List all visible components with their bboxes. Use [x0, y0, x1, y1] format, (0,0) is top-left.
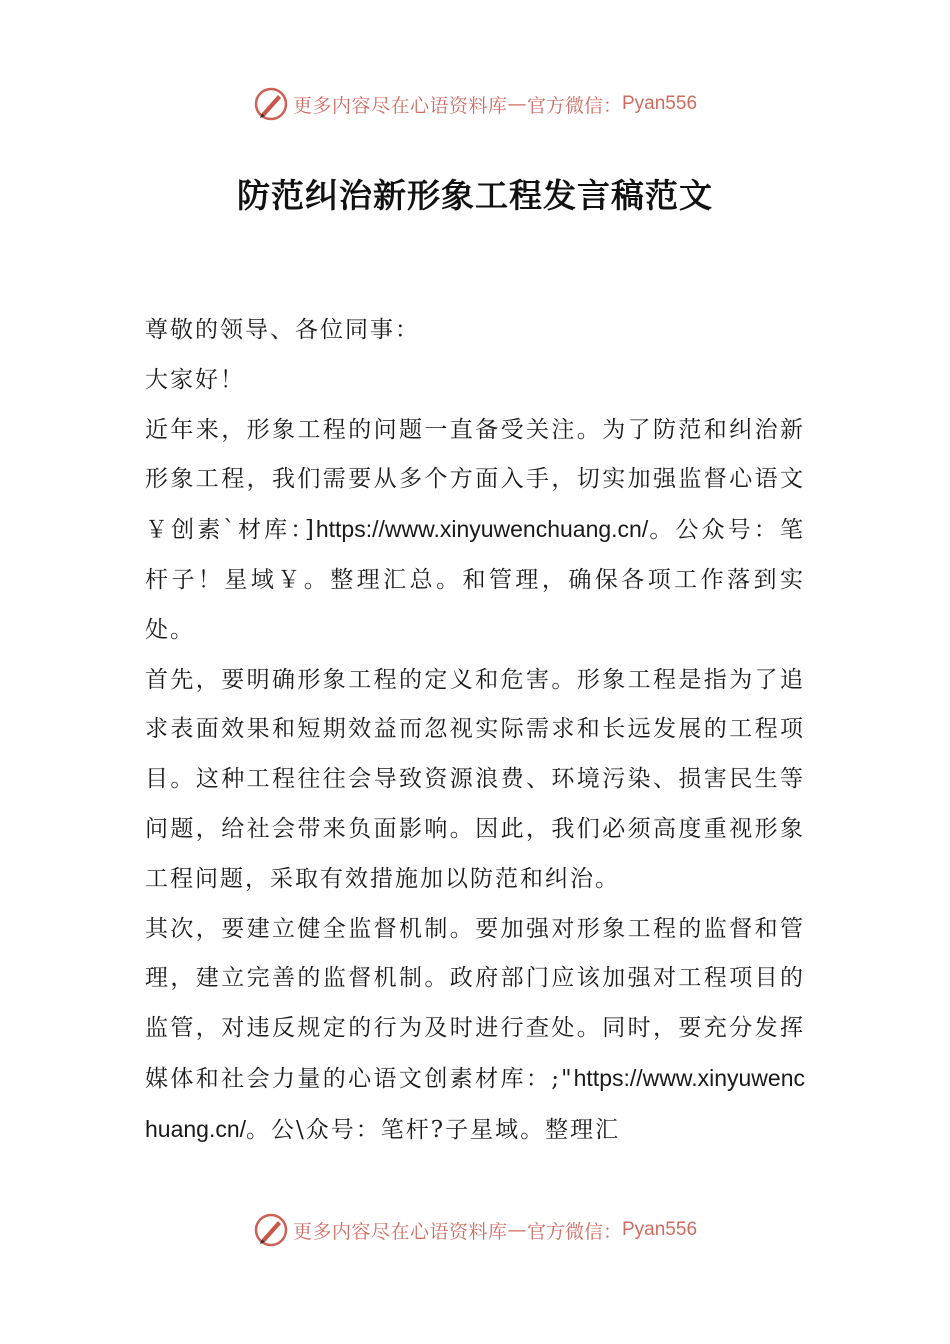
banner-wechat-id: Pyan556	[622, 1219, 698, 1240]
paragraph-1-link[interactable]: https://www.xinyuwenchuang.cn/	[315, 516, 649, 543]
paragraph-3-part-2: 。公\众号：笔杆?子星域。整理汇	[246, 1116, 621, 1143]
banner-text: 更多内容尽在心语资料库	[292, 1220, 508, 1243]
pen-logo-icon	[253, 86, 289, 122]
header-banner	[0, 82, 950, 126]
banner-dash: —	[507, 1219, 527, 1241]
hello: 大家好！	[145, 366, 245, 393]
paragraph-1-part-2: 。公众号：笔杆子！星域￥。整理汇总。和管理，确保各项工作落到实处。	[145, 517, 805, 643]
document-title: 防范纠治新形象工程发言稿范文	[237, 176, 713, 215]
paragraph-2: 首先，要明确形象工程的定义和危害。形象工程是指为了追求表面效果和短期效益而忽视实际需求和长远发展的工程项目。这种工程往往会导致资源浪费、环境污染、损害民生等问题，给社会带来负面影响。因此，我们必须高度重视形象工程问题，采取有效措施加以防范和纠治。	[145, 666, 805, 892]
paragraph-3-part-1: 其次，要建立健全监督机制。要加强对形象工程的监督和管理，建立完善的监督机制。政府部门应该加强对工程项目的监管，对违反规定的行为及时进行查处。同时，要充分发挥媒体和社会力量的心语文创素材库：;"	[145, 915, 805, 1092]
banner-text: 更多内容尽在心语资料库	[292, 94, 508, 117]
greeting: 尊敬的领导、各位同事：	[145, 317, 420, 343]
banner-wechat-label: 官方微信：	[526, 94, 622, 117]
banner-wechat-id: Pyan556	[622, 93, 698, 114]
paragraph-3-link[interactable]: https://www.xinyuwenchuang.cn/	[145, 1064, 805, 1142]
paragraph-1	[145, 406, 805, 656]
document-body	[145, 306, 805, 1156]
footer-banner	[0, 1208, 950, 1252]
banner-dash: —	[507, 93, 527, 115]
paragraph-3	[145, 905, 805, 1156]
paragraph-1-part-1: 近年来，形象工程的问题一直备受关注。为了防范和纠治新形象工程，我们需要从多个方面入手，切实加强监督心语文￥创素`材库：]	[145, 416, 805, 544]
banner-wechat-label: 官方微信：	[526, 1220, 622, 1243]
pen-logo-icon	[253, 1212, 289, 1248]
